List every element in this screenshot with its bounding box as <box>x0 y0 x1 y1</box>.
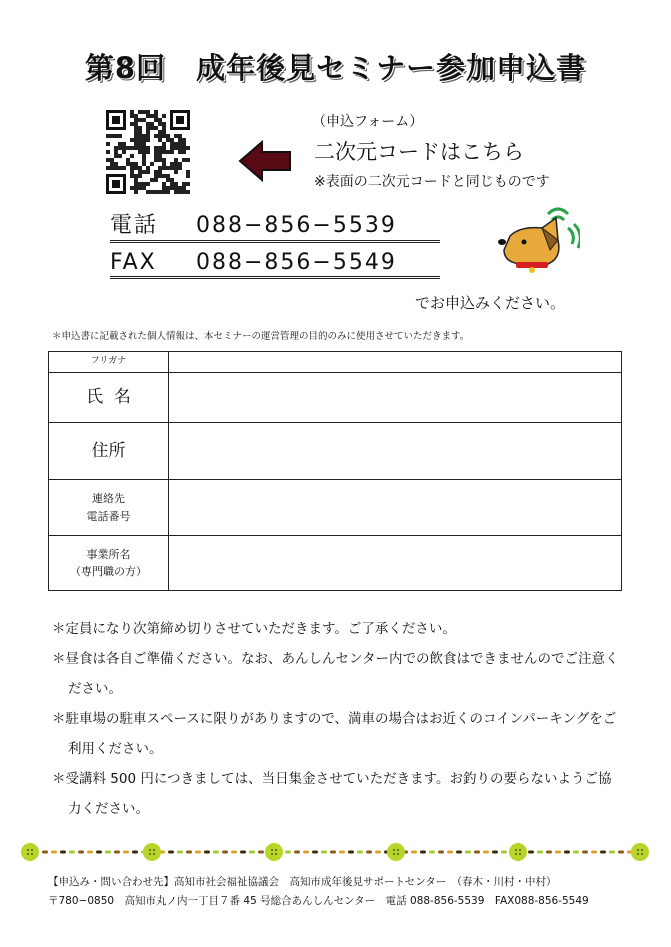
footer-line-address: 〒780−0850 高知市丸ノ内一丁目７番 45 号総合あんしんセンター 電話 088-856-5539 FAX088-856-5549 <box>48 895 589 907</box>
fax-label: FAX <box>110 250 157 275</box>
phone-number-label-line2: 電話番号 <box>86 509 131 523</box>
application-form <box>48 351 622 591</box>
note-parking: ＊駐車場の駐車スペースに限りがありますので、満車の場合はお近くのコインパーキングをご利用ください。 <box>52 711 617 757</box>
form-label: （申込フォーム） <box>312 114 424 130</box>
phone-number-label-line1: 連絡先 <box>92 492 125 506</box>
name-label: 氏 名 <box>49 373 169 423</box>
apply-instruction: でお申込みください。 <box>415 294 566 312</box>
decorative-dot-divider <box>20 842 651 862</box>
qr-code-icon[interactable] <box>106 110 190 194</box>
furigana-field[interactable] <box>169 352 622 373</box>
office-name-label-line1: 事業所名 <box>86 547 131 561</box>
address-field[interactable] <box>169 423 622 480</box>
office-name-label <box>49 536 169 591</box>
page-title: 第8回 成年後見セミナー参加申込書 <box>84 51 587 85</box>
phone-number[interactable]: 088−856−5539 <box>196 213 397 238</box>
fax-number[interactable]: 088−856−5549 <box>196 250 397 275</box>
fax-line <box>110 250 440 279</box>
note-fee: ＊受講料 500 円につきましては、当日集金させていただきます。お釣りの要らないようご協力ください。 <box>52 771 612 817</box>
footer-line-organization: 【申込み・問い合わせ先】高知市社会福祉協議会 高知市成年後見サポートセンター （春木・川村・中村） <box>48 876 557 888</box>
note-capacity: ＊定員になり次第締め切りさせていただきます。ご了承ください。 <box>52 621 456 637</box>
arrow-left-icon <box>238 140 292 182</box>
furigana-label: フリガナ <box>49 352 169 373</box>
phone-number-label <box>49 480 169 536</box>
phone-number-field[interactable] <box>169 480 622 536</box>
address-label: 住所 <box>49 423 169 480</box>
office-name-label-line2: （専門職の方） <box>70 565 147 578</box>
office-name-field[interactable] <box>169 536 622 591</box>
phone-label: 電話 <box>110 213 159 238</box>
qr-code-text: 二次元コードはこちら <box>314 140 524 164</box>
qr-code-note: ※表面の二次元コードと同じものです <box>314 174 550 190</box>
dog-mascot-icon <box>490 206 580 278</box>
phone-line <box>110 208 440 243</box>
footer-contact <box>48 873 589 911</box>
notes-list <box>52 614 622 824</box>
name-field[interactable] <box>169 373 622 423</box>
privacy-note: ＊申込書に記載された個人情報は、本セミナーの運営管理の目的のみに使用させていただきます。 <box>52 331 470 342</box>
note-lunch: ＊昼食は各自ご準備ください。なお、あんしんセンター内での飲食はできませんのでご注意ください。 <box>52 651 619 697</box>
